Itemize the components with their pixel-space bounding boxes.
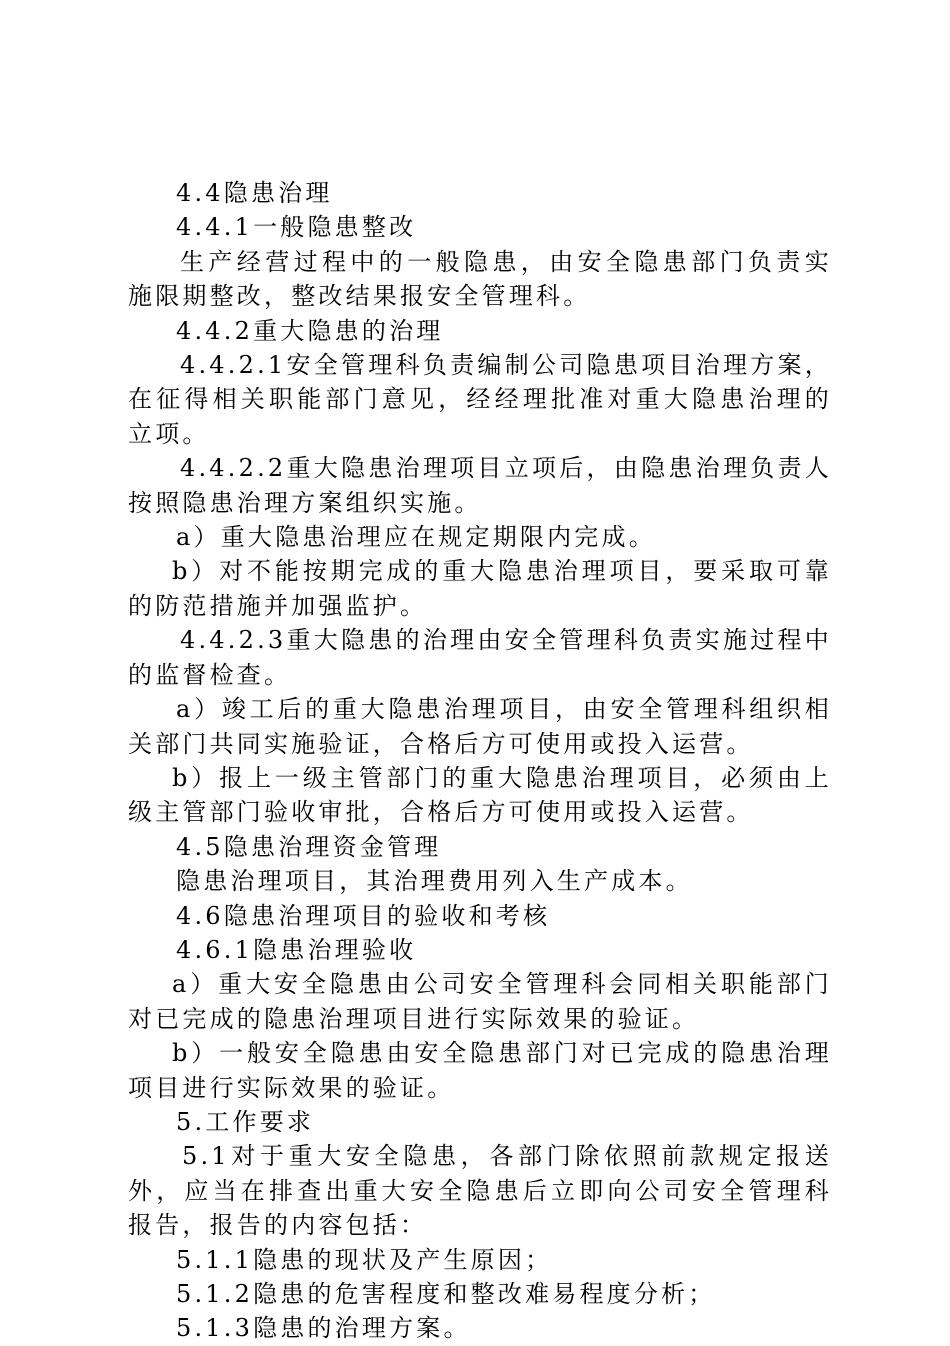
list-item-a-completion: a）竣工后的重大隐患治理项目，由安全管理科组织相关部门共同实施验证，合格后方可使用或投入运营。 (128, 695, 832, 758)
list-item-a-deadline: a）重大隐患治理应在规定期限内完成。 (176, 523, 656, 552)
subsection-heading-4-6-1: 4.6.1隐患治理验收 (176, 935, 417, 964)
list-item-a-major-verify: a）重大安全隐患由公司安全管理科会同相关职能部门对已完成的隐患治理项目进行实际效果的验证。 (128, 970, 832, 1033)
section-heading-5: 5.工作要求 (176, 1107, 315, 1136)
paragraph-funding: 隐患治理项目，其治理费用列入生产成本。 (176, 867, 693, 896)
list-item-5-1-1: 5.1.1隐患的现状及产生原因； (176, 1245, 553, 1274)
paragraph-5-1: 5.1对于重大安全隐患，各部门除依照前款规定报送外，应当在排查出重大安全隐患后立即向公司安全管理科报告，报告的内容包括： (128, 1142, 832, 1240)
list-item-5-1-3: 5.1.3隐患的治理方案。 (176, 1314, 471, 1343)
list-item-b-measures: b）对不能按期完成的重大隐患治理项目，要采取可靠的防范措施并加强监护。 (128, 557, 832, 620)
document-body (128, 176, 832, 1346)
paragraph-general-hazard: 生产经营过程中的一般隐患，由安全隐患部门负责实施限期整改，整改结果报安全管理科。 (128, 247, 832, 311)
paragraph-4-4-2-1: 4.4.2.1安全管理科负责编制公司隐患项目治理方案，在征得相关职能部门意见，经经理批准对重大隐患治理的立项。 (128, 351, 832, 448)
paragraph-4-4-2-3: 4.4.2.3重大隐患的治理由安全管理科负责实施过程中的监督检查。 (128, 626, 832, 689)
list-item-5-1-2: 5.1.2隐患的危害程度和整改难易程度分析； (176, 1280, 716, 1308)
subsection-heading-4-4-2: 4.4.2重大隐患的治理 (176, 316, 444, 345)
section-heading-4-4: 4.4隐患治理 (176, 179, 333, 207)
list-item-b-general-verify: b）一般安全隐患由安全隐患部门对已完成的隐患治理项目进行实际效果的验证。 (128, 1039, 832, 1102)
section-heading-4-6: 4.6隐患治理项目的验收和考核 (176, 901, 551, 930)
list-item-b-approval: b）报上一级主管部门的重大隐患治理项目，必须由上级主管部门验收审批，合格后方可使用或投入运营。 (128, 763, 832, 827)
subsection-heading-4-4-1: 4.4.1一般隐患整改 (176, 213, 417, 242)
paragraph-4-4-2-2: 4.4.2.2重大隐患治理项目立项后，由隐患治理负责人按照隐患治理方案组织实施。 (128, 454, 832, 517)
section-heading-4-5: 4.5隐患治理资金管理 (176, 832, 442, 861)
